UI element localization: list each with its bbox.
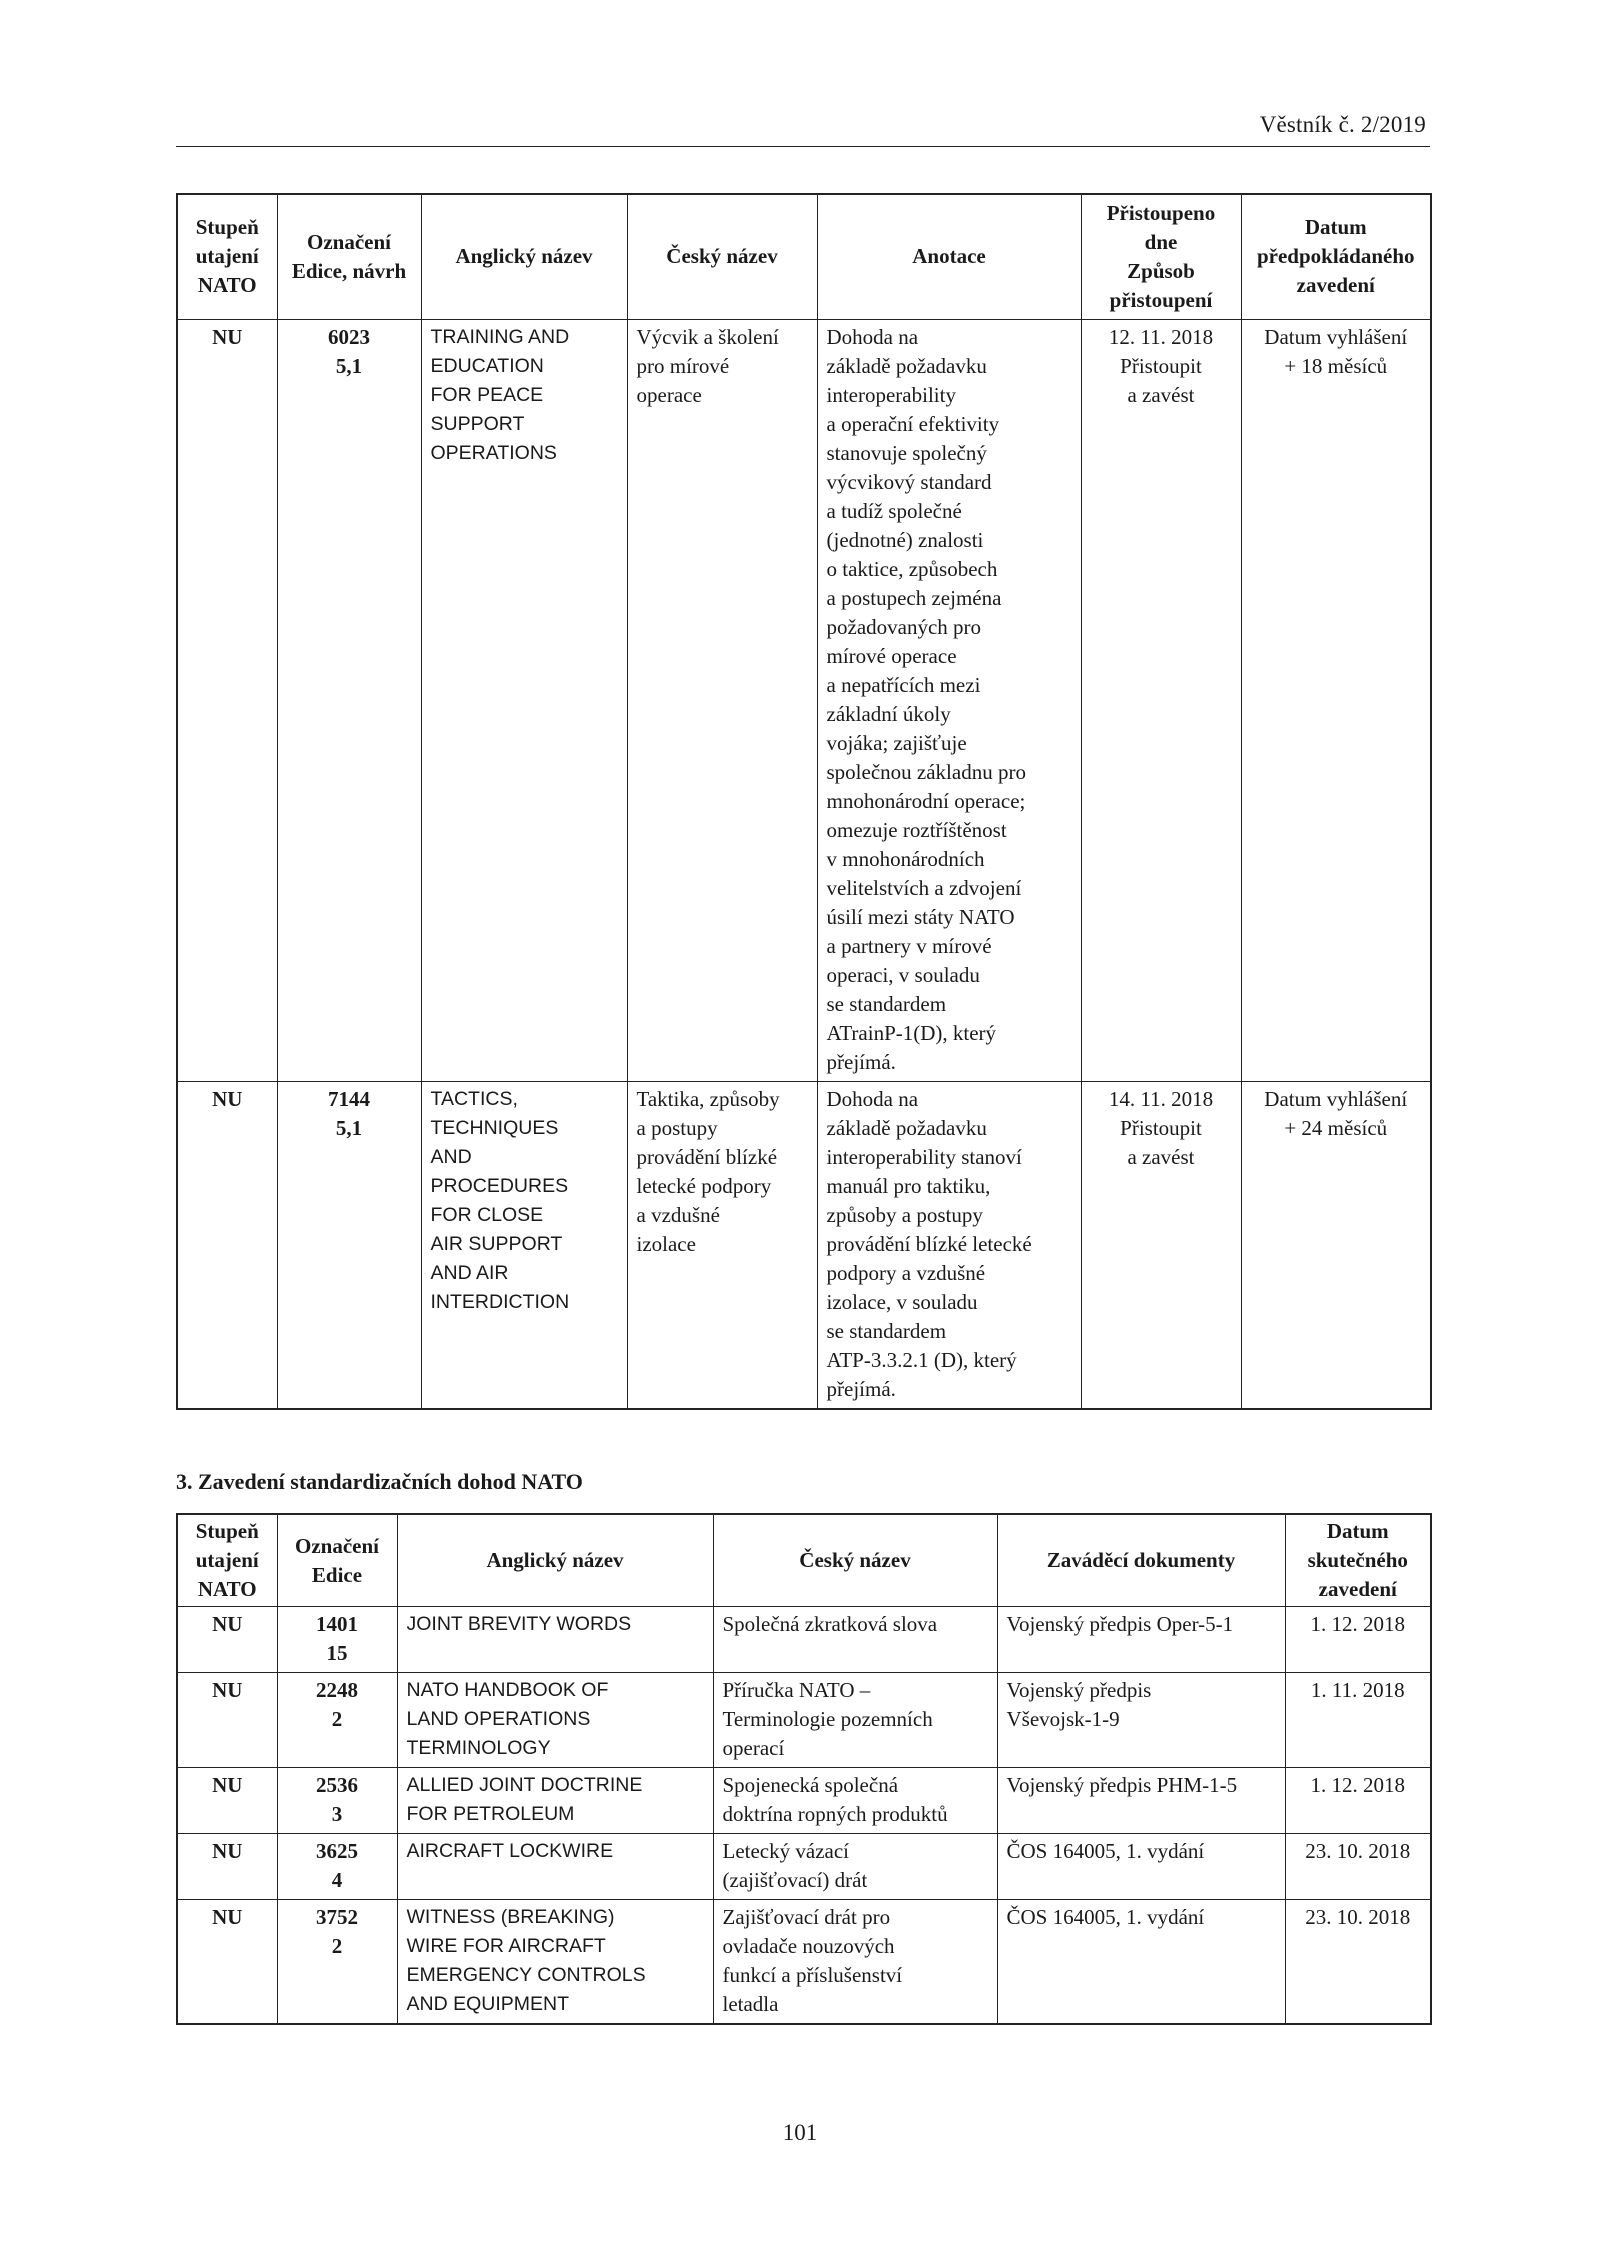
cell-anglicky-nazev: NATO HANDBOOK OF LAND OPERATIONS TERMINOLOGY [397,1673,713,1768]
cell-pristoupeno: 12. 11. 2018 Přistoupit a zavést [1081,319,1241,1081]
cell-cesky-nazev: Letecký vázací (zajišťovací) drát [713,1834,997,1900]
cell-stupen: NU [177,1900,277,2025]
col-header-stupen: Stupeň utajení NATO [177,194,277,319]
cell-oznaceni: 3625 4 [277,1834,397,1900]
cell-anglicky-nazev: TACTICS, TECHNIQUES AND PROCEDURES FOR CLOSE AIR SUPPORT AND AIR INTERDICTION [421,1081,627,1409]
cell-cesky-nazev: Výcvik a školení pro mírové operace [627,319,817,1081]
cell-anglicky-nazev: ALLIED JOINT DOCTRINE FOR PETROLEUM [397,1768,713,1834]
cell-datum: 23. 10. 2018 [1285,1834,1431,1900]
header-rule [176,146,1430,147]
cell-cesky-nazev: Společná zkratková slova [713,1607,997,1673]
cell-datum: Datum vyhlášení + 24 měsíců [1241,1081,1431,1409]
cell-pristoupeno: 14. 11. 2018 Přistoupit a zavést [1081,1081,1241,1409]
cell-zavadeci-dokumenty: ČOS 164005, 1. vydání [997,1900,1285,2025]
table-row [177,1673,1431,1768]
cell-oznaceni: 7144 5,1 [277,1081,421,1409]
col-header-anglicky-nazev: Anglický název [421,194,627,319]
table-row [177,1081,1431,1409]
cell-stupen: NU [177,1834,277,1900]
cell-oznaceni: 2248 2 [277,1673,397,1768]
cell-cesky-nazev: Taktika, způsoby a postupy provádění blízké letecké podpory a vzdušné izolace [627,1081,817,1409]
cell-zavadeci-dokumenty: Vojenský předpis Oper-5-1 [997,1607,1285,1673]
cell-cesky-nazev: Příručka NATO – Terminologie pozemních operací [713,1673,997,1768]
cell-stupen: NU [177,1081,277,1409]
standards-table-accession [176,193,1432,1410]
cell-datum: Datum vyhlášení + 18 měsíců [1241,319,1431,1081]
col-header-stupen: Stupeň utajení NATO [177,1514,277,1607]
cell-oznaceni: 6023 5,1 [277,319,421,1081]
col-header-oznaceni: Označení Edice [277,1514,397,1607]
cell-anglicky-nazev: TRAINING AND EDUCATION FOR PEACE SUPPORT OPERATIONS [421,319,627,1081]
col-header-pristoupeno: Přistoupeno dne Způsob přistoupení [1081,194,1241,319]
cell-stupen: NU [177,1673,277,1768]
cell-datum: 1. 12. 2018 [1285,1768,1431,1834]
cell-anglicky-nazev: AIRCRAFT LOCKWIRE [397,1834,713,1900]
cell-zavadeci-dokumenty: Vojenský předpis Vševojsk-1-9 [997,1673,1285,1768]
cell-oznaceni: 3752 2 [277,1900,397,2025]
col-header-oznaceni: Označení Edice, návrh [277,194,421,319]
col-header-anotace: Anotace [817,194,1081,319]
table-row [177,1834,1431,1900]
cell-oznaceni: 2536 3 [277,1768,397,1834]
table-row [177,319,1431,1081]
cell-anglicky-nazev: WITNESS (BREAKING) WIRE FOR AIRCRAFT EMERGENCY CONTROLS AND EQUIPMENT [397,1900,713,2025]
cell-stupen: NU [177,1607,277,1673]
cell-cesky-nazev: Spojenecká společná doktrína ropných produktů [713,1768,997,1834]
table-row [177,1607,1431,1673]
cell-datum: 1. 12. 2018 [1285,1607,1431,1673]
cell-datum: 23. 10. 2018 [1285,1900,1431,2025]
page-number: 101 [782,2120,818,2145]
col-header-cesky-nazev: Český název [713,1514,997,1607]
cell-anglicky-nazev: JOINT BREVITY WORDS [397,1607,713,1673]
cell-zavadeci-dokumenty: Vojenský předpis PHM-1-5 [997,1768,1285,1834]
standards-table-implementation [176,1513,1432,2025]
col-header-cesky-nazev: Český název [627,194,817,319]
table-row [177,1768,1431,1834]
col-header-anglicky-nazev: Anglický název [397,1514,713,1607]
cell-anotace: Dohoda na základě požadavku interoperability a operační efektivity stanovuje společný výcvikový standard a tudíž společné (jednotné) znalosti o taktice, způsobech a postupech zejména požadovaných pro mírové operace a nepatřících mezi základní úkoly vojáka; zajišťuje společnou základnu pro mnohonárodní operace; omezuje roztříštěnost v mnohonárodních velitelstvích a zdvojení úsilí mezi státy NATO a partnery v mírové operaci, v souladu se standardem ATrainP-1(D), který přejímá. [817,319,1081,1081]
section-title: 3. Zavedení standardizačních dohod NATO [176,1469,583,1494]
col-header-zavadeci-dokumenty: Zaváděcí dokumenty [997,1514,1285,1607]
cell-oznaceni: 1401 15 [277,1607,397,1673]
cell-zavadeci-dokumenty: ČOS 164005, 1. vydání [997,1834,1285,1900]
col-header-datum-predpokladane: Datum předpokládaného zavedení [1241,194,1431,319]
cell-datum: 1. 11. 2018 [1285,1673,1431,1768]
cell-stupen: NU [177,1768,277,1834]
cell-anotace: Dohoda na základě požadavku interoperability stanoví manuál pro taktiku, způsoby a postupy provádění blízké letecké podpory a vzdušné izolace, v souladu se standardem ATP-3.3.2.1 (D), který přejímá. [817,1081,1081,1409]
running-header: Věstník č. 2/2019 [1259,112,1426,137]
cell-cesky-nazev: Zajišťovací drát pro ovladače nouzových funkcí a příslušenství letadla [713,1900,997,2025]
table-row [177,1900,1431,2025]
cell-stupen: NU [177,319,277,1081]
col-header-datum-skutecneho: Datum skutečného zavedení [1285,1514,1431,1607]
